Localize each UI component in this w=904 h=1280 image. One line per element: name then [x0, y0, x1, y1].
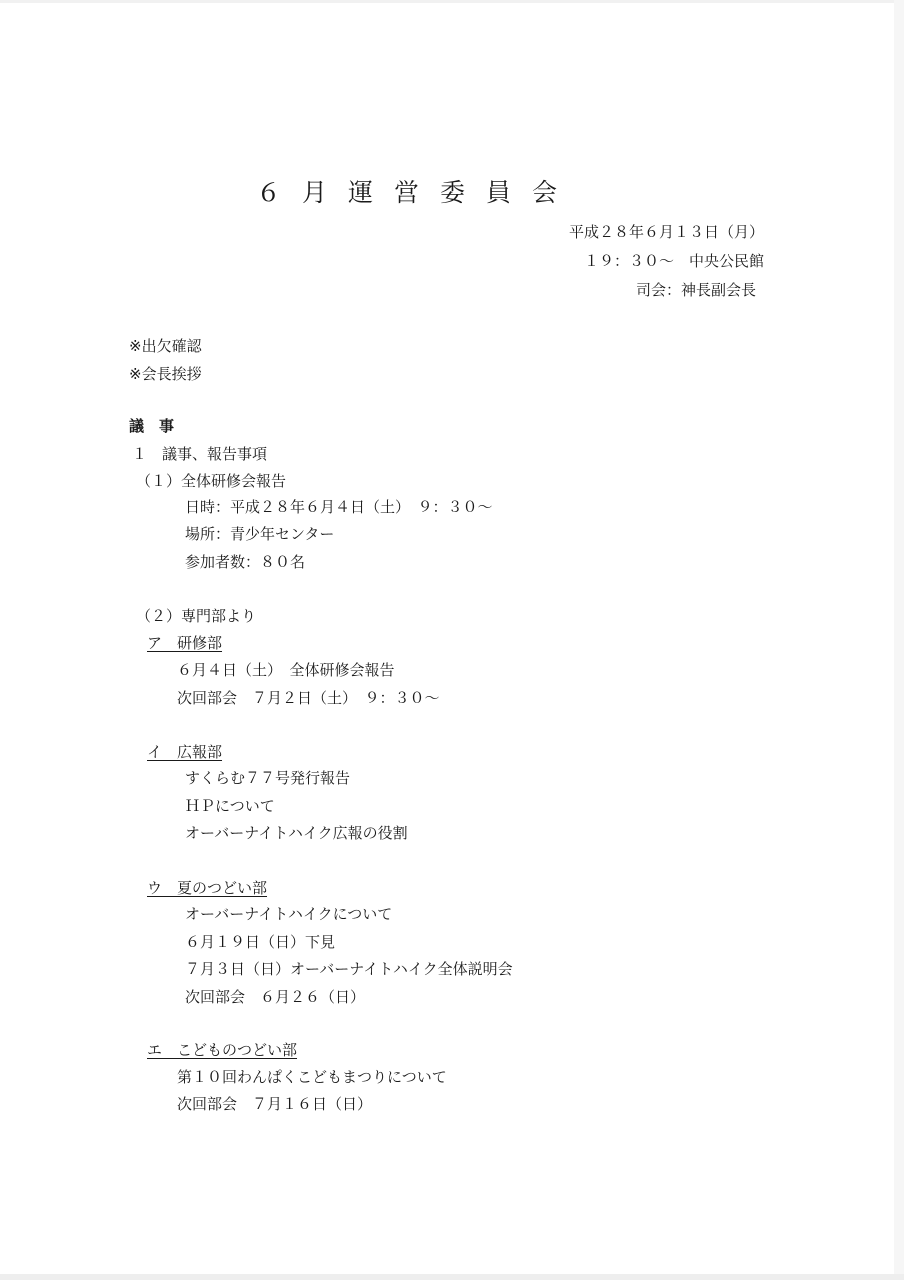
department-line: 第１０回わんぱくこどもまつりについて: [177, 1068, 447, 1086]
department-line: すくらむ７７号発行報告: [185, 769, 351, 787]
meeting-moderator: 司会：神長副会長: [635, 281, 756, 299]
document-title: ６月運営委員会: [256, 178, 579, 207]
department-line: オーバーナイトハイク広報の役割: [185, 824, 408, 842]
department-title-training: ア 研修部: [147, 634, 223, 652]
department-line: オーバーナイトハイクについて: [185, 905, 393, 923]
item2-heading: （２）専門部より: [136, 607, 257, 625]
section1-heading: １ 議事、報告事項: [132, 445, 268, 463]
agenda-heading: 議 事: [129, 417, 175, 435]
department-title-children: エ こどものつどい部: [147, 1041, 298, 1059]
scan-edge-top: [0, 0, 904, 3]
department-line: ６月１９日（日）下見: [185, 933, 336, 951]
department-line: 次回部会 ７月２日（土） ９：３０～: [177, 689, 440, 707]
department-line: 次回部会 ７月１６日（日）: [177, 1095, 373, 1113]
item1-heading: （１）全体研修会報告: [136, 472, 287, 490]
item1-line: 日時：平成２８年６月４日（土） ９：３０～: [185, 498, 493, 516]
department-title-pr: イ 広報部: [147, 743, 223, 761]
scan-edge-bottom: [0, 1274, 904, 1280]
department-line: ＨＰについて: [185, 797, 275, 815]
preamble-greeting: ※会長挨拶: [129, 365, 202, 383]
department-line: ６月４日（土） 全体研修会報告: [177, 661, 395, 679]
department-line: 次回部会 ６月２６（日）: [185, 988, 366, 1006]
item1-line: 参加者数：８０名: [185, 553, 306, 571]
item1-line: 場所：青少年センター: [185, 525, 335, 543]
scan-edge-right: [894, 0, 904, 1280]
preamble-attendance: ※出欠確認: [129, 337, 202, 355]
department-title-summer: ウ 夏のつどい部: [147, 879, 268, 897]
meeting-time-place: １９：３０～ 中央公民館: [583, 252, 764, 270]
meeting-date: 平成２８年６月１３日（月）: [568, 223, 764, 241]
department-line: ７月３日（日）オーバーナイトハイク全体説明会: [185, 960, 513, 978]
